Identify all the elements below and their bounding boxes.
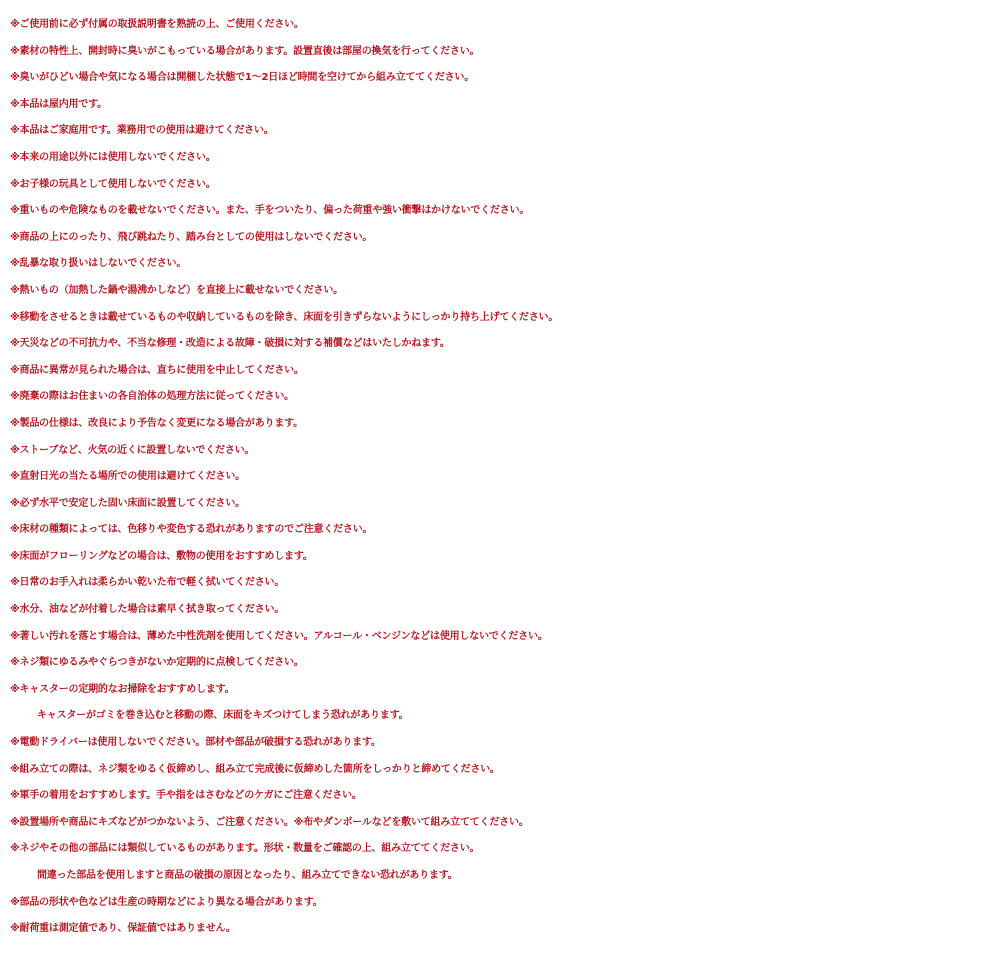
notice-line: ※キャスターの定期的なお掃除をおすすめします。 — [10, 683, 235, 695]
notice-line: ※水分、油などが付着した場合は素早く拭き取ってください。 — [10, 604, 285, 616]
notice-line: ※ご使用前に必ず付属の取扱説明書を熟読の上、ご使用ください。 — [10, 19, 304, 30]
notice-line: ※天災などの不可抗力や、不当な修理・改造による故障・破損に対する補償などはいたしかねます。 — [10, 338, 450, 350]
notice-line: ※製品の仕様は、改良により予告なく変更になる場合があります。 — [10, 417, 303, 429]
notice-line: ※部品の形状や色などは生産の時期などにより異なる場合があります。 — [10, 896, 323, 908]
notice-line: ※直射日光の当たる場所での使用は避けてください。 — [10, 471, 245, 483]
caution-notice-list — [10, 12, 995, 943]
notice-line: ※必ず水平で安定した固い床面に設置してください。 — [10, 497, 245, 509]
notice-line: ※移動をさせるときは載せているものや収納しているものを除き、床面を引きずらないようにしっかり持ち上げてください。 — [10, 311, 559, 323]
notice-line: ※臭いがひどい場合や気になる場合は開梱した状態で1〜2日ほど時間を空けてから組み立ててください。 — [10, 72, 475, 84]
notice-continuation-line: キャスターがゴミを巻き込むと移動の際、床面をキズつけてしまう恐れがあります。 — [37, 710, 409, 722]
notice-line: ※軍手の着用をおすすめします。手や指をはさむなどのケガにご注意ください。 — [10, 790, 362, 802]
notice-line: ※設置場所や商品にキズなどがつかないよう、ご注意ください。※布やダンボールなどを敷いて組み立ててください。 — [10, 816, 529, 828]
notice-line: ※本品は屋内用です。 — [10, 98, 107, 110]
notice-line: ※耐荷重は測定値であり、保証値ではありません。 — [10, 923, 236, 935]
notice-line: ※組み立ての際は、ネジ類をゆるく仮締めし、組み立て完成後に仮締めした箇所をしっかりと締めてください。 — [10, 763, 500, 775]
notice-line: ※著しい汚れを落とす場合は、薄めた中性洗剤を使用してください。アルコール・ベンジンなどは使用しないでください。 — [10, 630, 548, 642]
notice-line: ※廃棄の際はお住まいの各自治体の処理方法に従ってください。 — [10, 391, 294, 403]
notice-line: ※熱いもの（加熱した鍋や湯沸かしなど）を直接上に載せないでください。 — [10, 284, 343, 296]
notice-line: ※ストーブなど、火気の近くに設置しないでください。 — [10, 444, 255, 456]
notice-line: ※日常のお手入れは柔らかい乾いた布で軽く拭いてください。 — [10, 577, 285, 589]
notice-line: ※商品に異常が見られた場合は、直ちに使用を中止してください。 — [10, 364, 304, 376]
notice-line: ※床面がフローリングなどの場合は、敷物の使用をおすすめします。 — [10, 550, 313, 562]
notice-line: ※重いものや危険なものを載せないでください。また、手をついたり、偏った荷重や強い衝撃はかけないでください。 — [10, 205, 530, 217]
notice-line: ※乱暴な取り扱いはしないでください。 — [10, 258, 187, 270]
notice-line: ※本来の用途以外には使用しないでください。 — [10, 151, 216, 163]
notice-line: ※本品はご家庭用です。業務用での使用は避けてください。 — [10, 125, 274, 137]
notice-line: ※ネジやその他の部品には類似しているものがあります。形状・数量をご確認の上、組み立ててください。 — [10, 843, 480, 855]
notice-line: ※ネジ類にゆるみやぐらつきがないか定期的に点検してください。 — [10, 657, 304, 669]
notice-line: ※床材の種類によっては、色移りや変色する恐れがありますのでご注意ください。 — [10, 524, 373, 536]
notice-line: ※素材の特性上、開封時に臭いがこもっている場合があります。設置直後は部屋の換気を行ってください。 — [10, 45, 480, 57]
notice-line: ※商品の上にのったり、飛び跳ねたり、踏み台としての使用はしないでください。 — [10, 231, 373, 243]
notice-line: ※電動ドライバーは使用しないでください。部材や部品が破損する恐れがあります。 — [10, 737, 381, 749]
notice-line: ※お子様の玩具として使用しないでください。 — [10, 178, 216, 190]
notice-continuation-line: 間違った部品を使用しますと商品の破損の原因となったり、組み立てできない恐れがあります。 — [37, 870, 458, 881]
